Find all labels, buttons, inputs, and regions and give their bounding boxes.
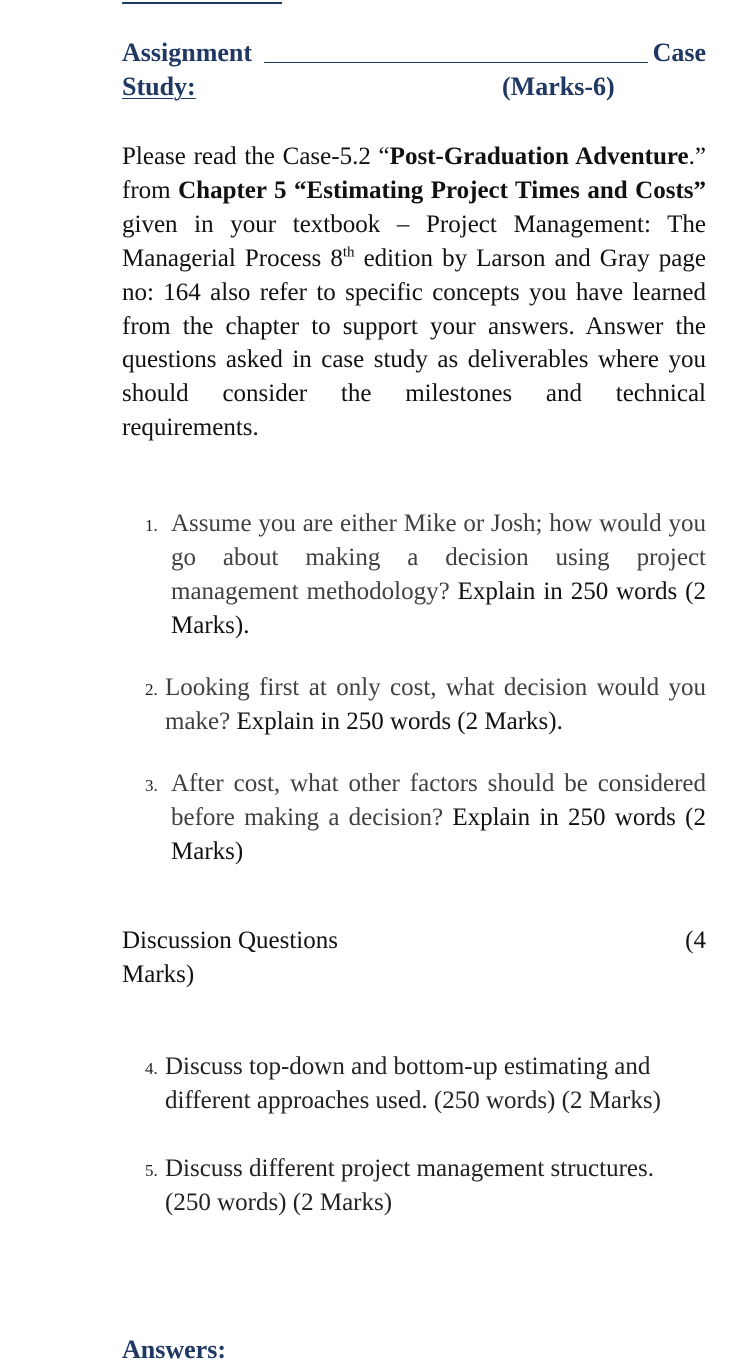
discussion-title: Discussion Questions: [122, 927, 338, 954]
question-3: 3. After cost, what other factors should be considered before making a decision? Explain in 250 words (2 Marks): [145, 770, 706, 865]
answers-heading: Answers:: [122, 1335, 226, 1364]
assignment-heading: [122, 36, 706, 104]
question-5: 5. Discuss different project management structures. (250 words) (2 Marks): [145, 1155, 654, 1216]
heading-case: Case: [652, 38, 706, 67]
question-2: 2. Looking first at only cost, what decision would you make? Explain in 250 words (2 Marks).: [145, 674, 706, 735]
heading-assignment: Assignment: [122, 38, 253, 67]
heading-marks: (Marks-6): [502, 72, 615, 101]
question-1: 1. Assume you are either Mike or Josh; how would you go about making a decision using project management methodology? Explain in 250 words (2 Marks).: [145, 510, 706, 639]
heading-study: Study:: [122, 72, 196, 101]
cut-off-heading: [122, 0, 282, 11]
question-4: 4. Discuss top-down and bottom-up estimating and different approaches used. (250 words) (2 Marks): [145, 1053, 661, 1114]
intro-paragraph: Please read the Case-5.2 “Post-Graduation Adventure.” from Chapter 5 “Estimating Project Times and Costs” given in your textbook – Project Management: The Managerial Process 8th edition by Larson and Gray page no: 164 also refer to specific concepts you have learned from the chapter to support your answers. Answer the questions asked in case study as deliverables where you should consider the milestones and technical requirements.: [122, 143, 706, 442]
heading-line-1: [122, 36, 706, 70]
discussion-marks: (4: [685, 927, 706, 954]
heading-line-2: [122, 70, 706, 104]
discussion-heading: Discussion Questions (4 Marks): [122, 924, 706, 992]
